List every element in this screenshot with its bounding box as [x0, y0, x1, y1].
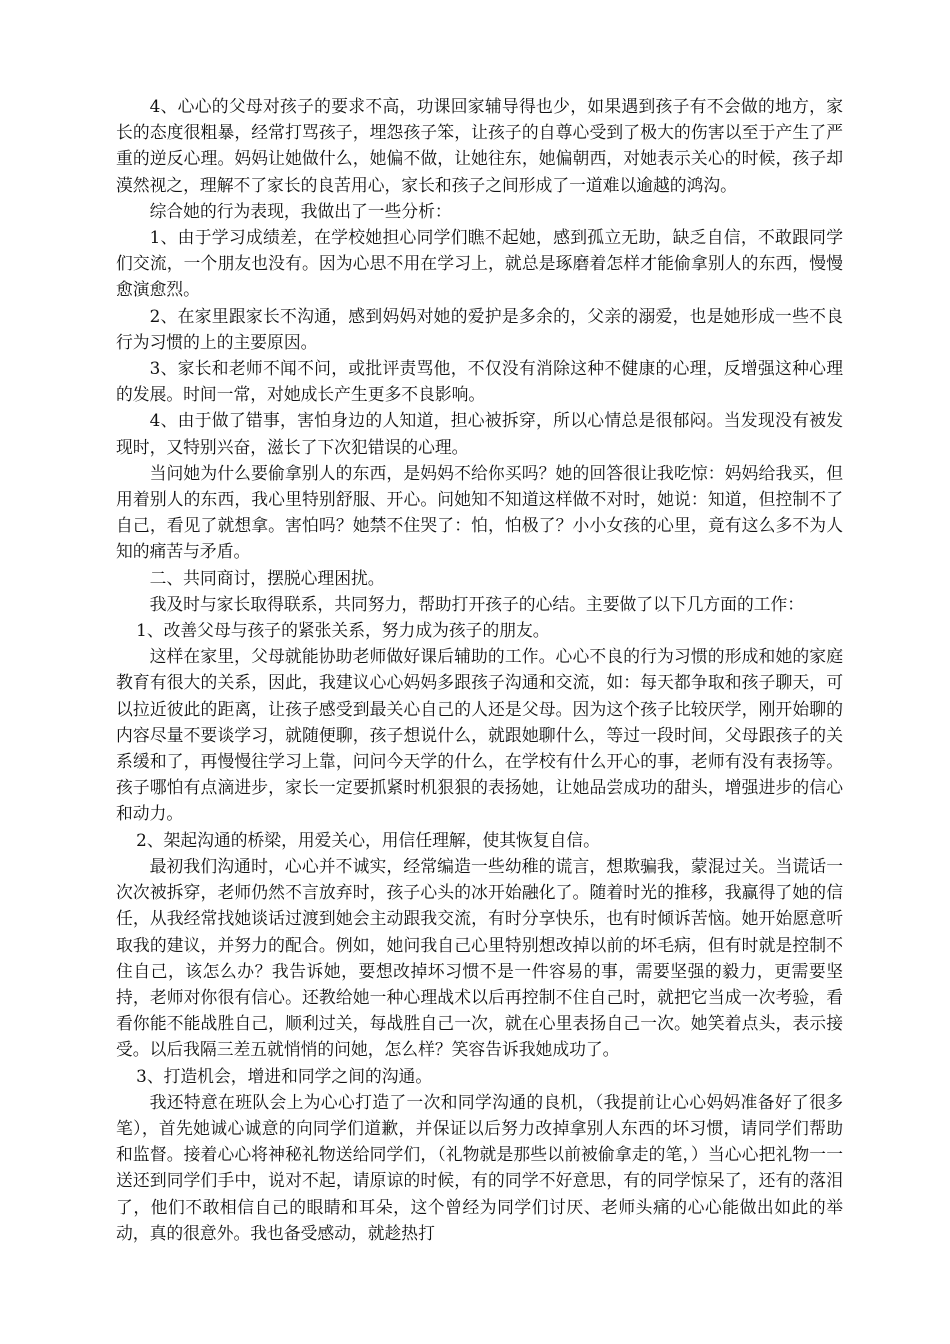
paragraph-analysis-3: 3、家长和老师不闻不问，或批评责骂他，不仅没有消除这种不健康的心理，反增强这种心理的发展。时间一常，对她成长产生更多不良影响。	[116, 358, 843, 405]
paragraph-build-trust: 最初我们沟通时，心心并不诚实，经常编造一些幼稚的谎言，想欺骗我，蒙混过关。当谎话一次次被拆穿，老师仍然不言放弃时，孩子心头的冰开始融化了。随着时光的推移，我赢得了她的信任，从我经常找她谈话过渡到她会主动跟我交流，有时分享快乐，也有时倾诉苦恼。她开始愿意听取我的建议，并努力的配合。例如，她问我自己心里特别想改掉以前的坏毛病，但有时就是控制不住自己，该怎么办？我告诉她，要想改掉坏习惯不是一件容易的事，需要坚强的毅力，更需要坚持，老师对你很有信心。还教给她一种心理战术以后再控制不住自己时，就把它当成一次考验，看看你能不能战胜自己，顺利过关，每战胜自己一次，就在心里表扬自己一次。她笑着点头，表示接受。以后我隔三差五就悄悄的问她，怎么样？笑容告诉我她成功了。	[116, 855, 843, 1060]
subheading-1: 1、改善父母与孩子的紧张关系，努力成为孩子的朋友。	[136, 620, 550, 641]
paragraph-analysis-4: 4、由于做了错事，害怕身边的人知道，担心被拆穿，所以心情总是很郁闷。当发现没有被发现时，又特别兴奋，滋长了下次犯错误的心理。	[116, 410, 843, 457]
paragraph-analysis-1: 1、由于学习成绩差，在学校她担心同学们瞧不起她，感到孤立无助，缺乏自信，不敢跟同学们交流，一个朋友也没有。因为心思不用在学习上，就总是琢磨着怎样才能偷拿别人的东西，慢慢愈演愈烈。	[116, 227, 843, 300]
paragraph-family-communication: 这样在家里，父母就能协助老师做好课后辅助的工作。心心不良的行为习惯的形成和她的家庭教育有很大的关系，因此，我建议心心妈妈多跟孩子沟通和交流，如：每天都争取和孩子聊天，可以拉近彼此的距离，让孩子感受到最关心自己的人还是父母。因为这个孩子比较厌学，刚开始聊的内容尽量不要谈学习，就随便聊，孩子想说什么，就跟她聊什么，等过一段时间，父母跟孩子的关系缓和了，再慢慢往学习上靠，问问今天学的什么，在学校有什么开心的事，老师有没有表扬等。孩子哪怕有点滴进步，家长一定要抓紧时机狠狠的表扬她，让她品尝成功的甜头，增强进步的信心和动力。	[116, 646, 843, 824]
subheading-3: 3、打造机会，增进和同学之间的沟通。	[136, 1065, 433, 1086]
paragraph-class-meeting: 我还特意在班队会上为心心打造了一次和同学沟通的良机，（我提前让心心妈妈准备好了很多笔），首先她诚心诚意的向同学们道歉，并保证以后努力改掉拿别人东西的坏习惯，请同学们帮助和监督。接着心心将神秘礼物送给同学们，（礼物就是那些以前被偷拿走的笔，）当心心把礼物一一送还到同学们手中，说对不起，请原谅的时候，有的同学不好意思，有的同学惊呆了，还有的落泪了，他们不敢相信自己的眼睛和耳朵，这个曾经为同学们讨厌、老师头痛的心心能做出如此的举动，真的很意外。我也备受感动，就趁热打	[116, 1091, 843, 1243]
paragraph-analysis-intro: 综合她的行为表现，我做出了一些分析：	[149, 200, 452, 221]
subheading-2: 2、架起沟通的桥梁，用爱关心，用信任理解，使其恢复自信。	[136, 829, 600, 850]
document-page	[116, 93, 843, 1246]
paragraph-question: 当问她为什么要偷拿别人的东西，是妈妈不给你买吗？她的回答很让我吃惊：妈妈给我买，但用着别人的东西，我心里特别舒服、开心。问她知不知道这样做不对时，她说：知道，但控制不了自己，看见了就想拿。害怕吗？她禁不住哭了：怕，怕极了？小小女孩的心里，竟有这么多不为人知的痛苦与矛盾。	[116, 462, 843, 562]
paragraph-analysis-2: 2、在家里跟家长不沟通，感到妈妈对她的爱护是多余的，父亲的溺爱，也是她形成一些不良行为习惯的上的主要原因。	[116, 305, 843, 352]
section-heading-2: 二、共同商讨，摆脱心理困扰。	[149, 567, 385, 588]
paragraph-parent-attitude: 4、心心的父母对孩子的要求不高，功课回家辅导得也少，如果遇到孩子有不会做的地方，家长的态度很粗暴，经常打骂孩子，埋怨孩子笨，让孩子的自尊心受到了极大的伤害以至于产生了严重的逆反心理。妈妈让她做什么，她偏不做，让她往东，她偏朝西，对她表示关心的时候，孩子却漠然视之，理解不了家长的良苦用心，家长和孩子之间形成了一道难以逾越的鸿沟。	[116, 96, 843, 195]
paragraph-contact-parents: 我及时与家长取得联系，共同努力，帮助打开孩子的心结。主要做了以下几方面的工作：	[149, 593, 805, 614]
